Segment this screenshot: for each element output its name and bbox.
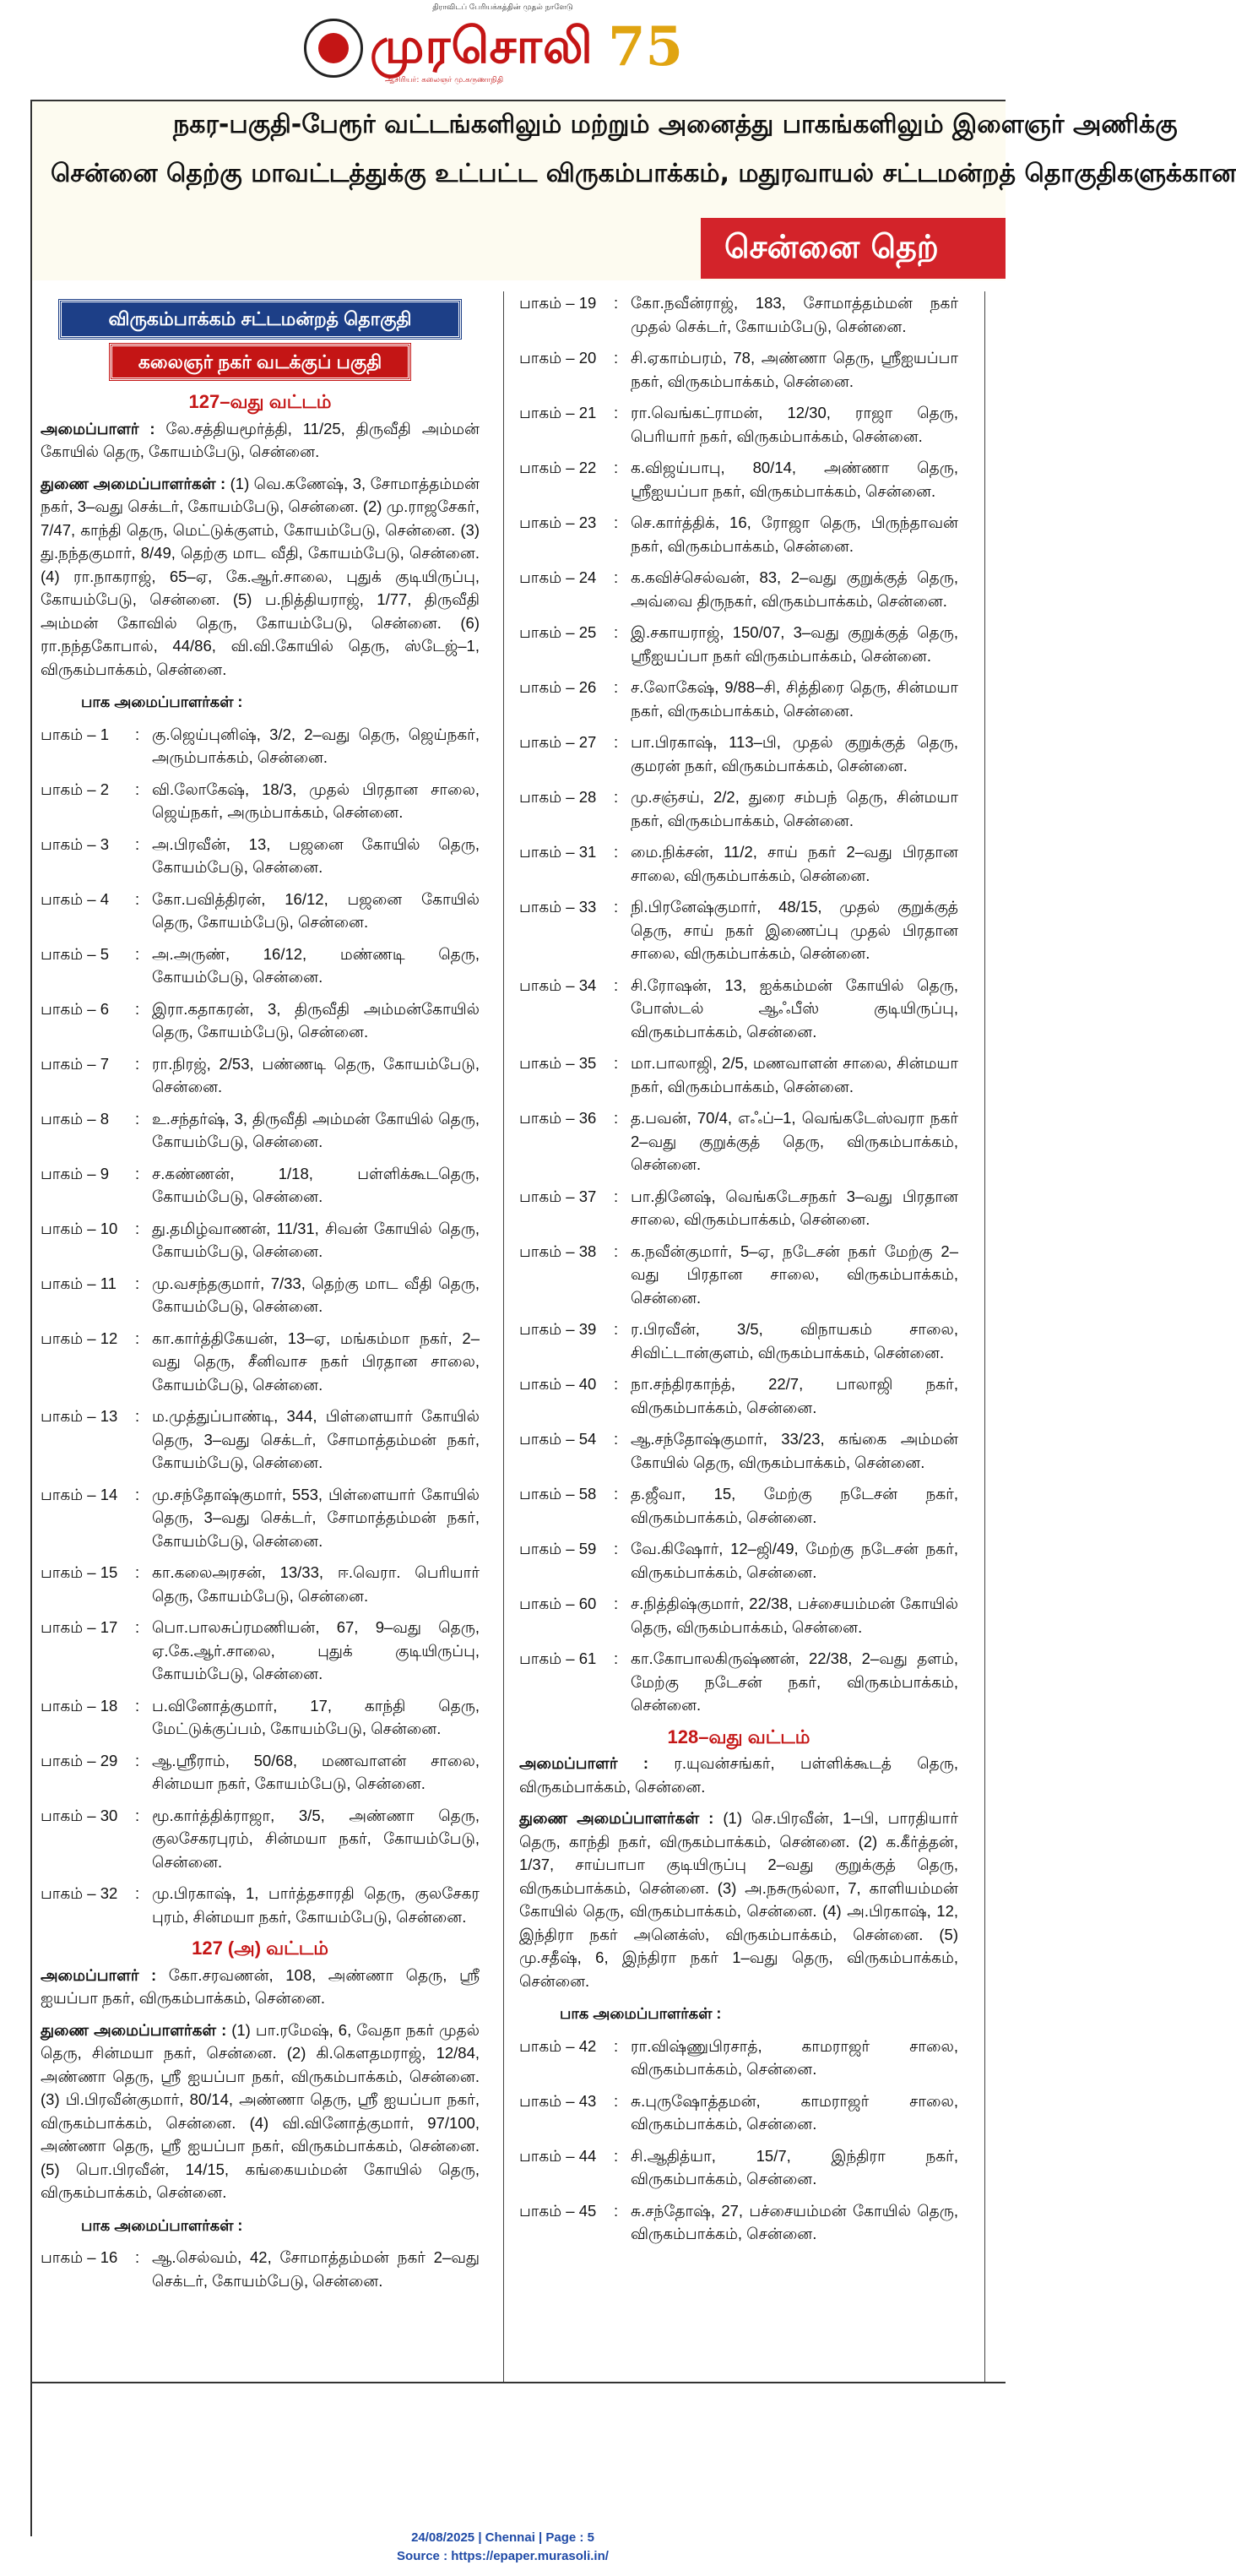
booth-value: மு.வசந்தகுமார், 7/33, தெற்கு மாட வீதி தெரு, கோயம்பேடு, சென்னை. bbox=[152, 1274, 480, 1315]
booth-label: பாகம் – 11 bbox=[41, 1274, 117, 1292]
booth-label: பாகம் – 42 bbox=[519, 2036, 597, 2055]
booth-value: ரா.விஷ்ணுபிரசாத், காமராஜர் சாலை, விருகம்பாக்கம், சென்னை. bbox=[631, 2036, 958, 2078]
booth-label: பாகம் – 29 bbox=[41, 1751, 118, 1769]
booth-value: வி.லோகேஷ், 18/3, முதல் பிரதான சாலை, ஜெய்நகர், அரும்பாக்கம், சென்னை. bbox=[152, 780, 480, 821]
booth-label: பாகம் – 40 bbox=[519, 1375, 597, 1393]
colon-separator: : bbox=[135, 1485, 140, 1503]
colon-separator: : bbox=[135, 834, 140, 853]
booth-label: பாகம் – 35 bbox=[519, 1054, 597, 1072]
booth-heading: பாக அமைப்பாளர்கள் : bbox=[81, 693, 243, 710]
colon-separator: : bbox=[135, 780, 140, 798]
emblem-icon bbox=[304, 19, 363, 78]
ward-organiser bbox=[41, 1964, 480, 2010]
colon-separator: : bbox=[135, 1407, 140, 1425]
booth-row bbox=[519, 895, 958, 965]
booth-row bbox=[519, 731, 958, 777]
booth-row bbox=[519, 1052, 958, 1098]
booth-label: பாகம் – 3 bbox=[41, 834, 110, 853]
booth-value: து.தமிழ்வாணன், 11/31, சிவன் கோயில் தெரு, கோயம்பேடு, சென்னை. bbox=[152, 1219, 480, 1260]
booth-value: ரா.நிரஜ், 2/53, பண்ணடி தெரு, கோயம்பேடு, சென்னை. bbox=[152, 1054, 480, 1095]
booth-label: பாகம் – 13 bbox=[41, 1407, 118, 1425]
booth-value: கா.கலைஅரசன், 13/33, ஈ.வெரா. பெரியார் தெரு, கோயம்பேடு, சென்னை. bbox=[152, 1563, 480, 1605]
booth-row bbox=[41, 833, 480, 879]
colon-separator: : bbox=[135, 944, 140, 963]
booth-row bbox=[519, 1318, 958, 1364]
colon-separator: : bbox=[614, 2036, 619, 2055]
deputies-label: துணை அமைப்பாளர்கள் : bbox=[519, 1809, 714, 1827]
colon-separator: : bbox=[614, 2091, 619, 2110]
booth-row bbox=[519, 1482, 958, 1529]
booth-label: பாகம் – 10 bbox=[41, 1219, 118, 1237]
colon-separator: : bbox=[614, 976, 619, 994]
booth-row bbox=[41, 1749, 480, 1796]
headline-line-1: நகர-பகுதி-பேரூர் வட்டங்களிலும் மற்றும் அனைத்து பாகங்களிலும் இளைஞர் அணிக்கு bbox=[173, 110, 1178, 139]
colon-separator: : bbox=[614, 1430, 619, 1448]
booth-row bbox=[519, 511, 958, 557]
booth-label: பாகம் – 54 bbox=[519, 1430, 597, 1448]
column-divider bbox=[503, 291, 504, 2382]
booth-label: பாகம் – 39 bbox=[519, 1320, 597, 1338]
booth-value: சி.ஆதித்யா, 15/7, இந்திரா நகர், விருகம்பாக்கம், சென்னை. bbox=[631, 2146, 958, 2187]
booth-label: பாகம் – 20 bbox=[519, 349, 597, 367]
booth-label: பாகம் – 12 bbox=[41, 1329, 118, 1347]
booth-row bbox=[41, 1483, 480, 1553]
colon-separator: : bbox=[614, 2201, 619, 2220]
booth-list bbox=[519, 291, 958, 1717]
district-banner: சென்னை தெற் bbox=[701, 218, 1006, 279]
column-divider-right bbox=[984, 291, 985, 2382]
booth-value: மு.பிரகாஷ், 1, பார்த்தசாரதி தெரு, குலசேகர புரம், சின்மயா நகர், கோயம்பேடு, சென்னை. bbox=[152, 1884, 480, 1926]
booth-row bbox=[519, 2035, 958, 2081]
colon-separator: : bbox=[135, 1329, 140, 1347]
colon-separator: : bbox=[614, 404, 619, 421]
booth-label: பாகம் – 37 bbox=[519, 1187, 597, 1205]
colon-separator: : bbox=[614, 514, 619, 531]
colon-separator: : bbox=[614, 2146, 619, 2165]
booth-row bbox=[519, 1240, 958, 1310]
colon-separator: : bbox=[614, 568, 619, 586]
colon-separator: : bbox=[135, 1884, 140, 1902]
booth-label: பாகம் – 44 bbox=[519, 2146, 597, 2165]
footer-source-line: Source : https://epaper.murasoli.in/ bbox=[397, 2549, 609, 2563]
booth-value: கா.கார்த்திகேயன், 13–ஏ, மங்கம்மா நகர், 2–வது தெரு, சீனிவாச நகர் பிரதான சாலை, கோயம்பேடு, சென்னை. bbox=[152, 1329, 480, 1394]
deputies-label: துணை அமைப்பாளர்கள் : bbox=[41, 474, 226, 492]
booth-label: பாகம் – 32 bbox=[41, 1884, 118, 1902]
booth-value: க.விஜய்பாபு, 80/14, அண்ணா தெரு, ஸ்ரீஐயப்பா நகர், விருகம்பாக்கம், சென்னை. bbox=[631, 459, 958, 500]
booth-row bbox=[41, 1107, 480, 1154]
colon-separator: : bbox=[135, 1274, 140, 1292]
booth-row bbox=[41, 943, 480, 989]
colon-separator: : bbox=[135, 1618, 140, 1636]
colon-separator: : bbox=[135, 725, 140, 743]
booth-row bbox=[41, 2246, 480, 2292]
ward-heading-127: 127–வது வட்டம் bbox=[188, 391, 332, 412]
booth-row bbox=[519, 1427, 958, 1474]
booth-row bbox=[519, 2199, 958, 2246]
booth-value: க.கவிச்செல்வன், 83, 2–வது குறுக்குத் தெரு, அவ்வை திருநகர், விருகம்பாக்கம், சென்னை. bbox=[631, 568, 958, 610]
booth-value: மு.சஞ்சய், 2/2, துரை சம்பந் தெரு, சின்மயா நகர், விருகம்பாக்கம், சென்னை. bbox=[631, 788, 958, 829]
booth-value: கு.ஜெய்புனிஷ், 3/2, 2–வது தெரு, ஜெய்நகர், அரும்பாக்கம், சென்னை. bbox=[152, 725, 480, 766]
booth-value: த.பவன், 70/4, எஃப்–1, வெங்கடேஸ்வரா நகர் 2–வது குறுக்குத் தெரு, விருகம்பாக்கம், சென்னை. bbox=[631, 1109, 958, 1173]
colon-separator: : bbox=[135, 1696, 140, 1715]
booth-label: பாகம் – 14 bbox=[41, 1485, 118, 1503]
bottom-rule bbox=[30, 2382, 1006, 2383]
ward-organiser bbox=[519, 1752, 958, 1798]
booth-label: பாகம் – 7 bbox=[41, 1054, 110, 1073]
booth-row bbox=[519, 1537, 958, 1584]
booth-value: சி.ஏகாம்பரம், 78, அண்ணா தெரு, ஸ்ரீஐயப்பா நகர், விருகம்பாக்கம், சென்னை. bbox=[631, 349, 958, 390]
organiser-value: கோ.சரவணன், 108, அண்ணா தெரு, ஸ்ரீ ஐயப்பா நகர், விருகம்பாக்கம், சென்னை. bbox=[41, 1965, 480, 2007]
booth-value: ச.லோகேஷ், 9/88–சி, சித்திரை தெரு, சின்மயா நகர், விருகம்பாக்கம், சென்னை. bbox=[631, 678, 958, 720]
booth-label: பாகம் – 36 bbox=[519, 1109, 597, 1127]
organiser-label: அமைப்பாளர் : bbox=[519, 1754, 648, 1772]
ward-heading-128: 128–வது வட்டம் bbox=[667, 1725, 810, 1747]
booth-value: வே.கிஷோர், 12–ஜி/49, மேற்கு நடேசன் நகர், விருகம்பாக்கம், சென்னை. bbox=[631, 1540, 958, 1581]
colon-separator: : bbox=[614, 1375, 619, 1393]
booth-row bbox=[519, 2090, 958, 2136]
booth-label: பாகம் – 60 bbox=[519, 1595, 597, 1612]
booth-label: பாகம் – 26 bbox=[519, 678, 597, 696]
booth-value: மை.நிக்சன், 11/2, சாய் நகர் 2–வது பிரதான சாலை, விருகம்பாக்கம், சென்னை. bbox=[631, 843, 958, 884]
headline-line-2: சென்னை தெற்கு மாவட்டத்துக்கு உட்பட்ட விருகம்பாக்கம், மதுரவாயல் சட்டமன்றத் தொகுதிகளுக்கான bbox=[51, 159, 1236, 188]
booth-value: ஆ.சந்தோஷ்குமார், 33/23, கங்கை அம்மன் கோயில் தெரு, விருகம்பாக்கம், சென்னை. bbox=[631, 1430, 958, 1471]
booth-value: இரா.கதாகரன், 3, திருவீதி அம்மன்கோயில் தெரு, கோயம்பேடு, சென்னை. bbox=[152, 999, 480, 1041]
booth-value: கோ.நவீன்ராஜ், 183, சோமாத்தம்மன் நகர் முதல் செக்டர், கோயம்பேடு, சென்னை. bbox=[631, 294, 958, 335]
colon-separator: : bbox=[135, 889, 140, 908]
booth-value: நி.பிரனேஷ்குமார், 48/15, முதல் குறுக்குத் தெரு, சாய் நகர் இணைப்பு முதல் பிரதான சாலை, விருகம்பாக்கம், சென்னை. bbox=[631, 898, 958, 962]
booth-label: பாகம் – 61 bbox=[519, 1649, 597, 1667]
booth-label: பாகம் – 9 bbox=[41, 1164, 110, 1182]
booth-row bbox=[41, 1217, 480, 1264]
booth-label: பாகம் – 34 bbox=[519, 976, 597, 994]
colon-separator: : bbox=[614, 843, 619, 861]
booth-label: பாகம் – 58 bbox=[519, 1485, 597, 1503]
constituency-title: விருகம்பாக்கம் சட்டமன்றத் தொகுதி bbox=[59, 300, 461, 339]
colon-separator: : bbox=[614, 1649, 619, 1667]
colon-separator: : bbox=[614, 1187, 619, 1205]
booth-row bbox=[41, 1616, 480, 1686]
booth-heading: பாக அமைப்பாளர்கள் : bbox=[81, 2216, 243, 2234]
booth-row bbox=[519, 974, 958, 1044]
colon-separator: : bbox=[135, 2248, 140, 2266]
ward-organiser bbox=[41, 417, 480, 464]
booth-label: பாகம் – 24 bbox=[519, 568, 597, 586]
booth-label: பாகம் – 59 bbox=[519, 1540, 597, 1557]
colon-separator: : bbox=[135, 1219, 140, 1237]
booth-row bbox=[41, 1052, 480, 1099]
booth-label: பாகம் – 17 bbox=[41, 1618, 118, 1636]
booth-label: பாகம் – 1 bbox=[41, 725, 110, 743]
colon-separator: : bbox=[614, 1320, 619, 1338]
booth-value: சு.சந்தோஷ், 27, பச்சையம்மன் கோயில் தெரு, விருகம்பாக்கம், சென்னை. bbox=[631, 2201, 958, 2242]
booth-row bbox=[519, 840, 958, 887]
booth-row bbox=[41, 1272, 480, 1318]
booth-heading: பாக அமைப்பாளர்கள் : bbox=[560, 2005, 722, 2022]
colon-separator: : bbox=[614, 678, 619, 696]
colon-separator: : bbox=[614, 623, 619, 641]
booth-label: பாகம் – 15 bbox=[41, 1563, 118, 1581]
booth-value: சு.புருஷோத்தமன், காமராஜர் சாலை, விருகம்பாக்கம், சென்னை. bbox=[631, 2091, 958, 2133]
booth-value: க.நவீன்குமார், 5–ஏ, நடேசன் நகர் மேற்கு 2–வது பிரதான சாலை, விருகம்பாக்கம், சென்னை. bbox=[631, 1242, 958, 1307]
organiser-value: லே.சத்தியமூர்த்தி, 11/25, திருவீதி அம்மன் கோயில் தெரு, கோயம்பேடு, சென்னை. bbox=[41, 419, 480, 460]
booth-value: அ.பிரவீன், 13, பஜனை கோயில் தெரு, கோயம்பேடு, சென்னை. bbox=[152, 834, 480, 876]
ward-heading-127a: 127 (அ) வட்டம் bbox=[192, 1937, 328, 1959]
booth-label: பாகம் – 23 bbox=[519, 514, 597, 531]
colon-separator: : bbox=[614, 1242, 619, 1260]
colon-separator: : bbox=[614, 294, 619, 312]
organiser-label: அமைப்பாளர் : bbox=[41, 1965, 157, 1984]
booth-row bbox=[519, 291, 958, 338]
colon-separator: : bbox=[135, 1751, 140, 1769]
booth-value: ஆ.ஸ்ரீராம், 50/68, மணவாளன் சாலை, சின்மயா நகர், கோயம்பேடு, சென்னை. bbox=[152, 1751, 480, 1792]
anniversary-number: 75 bbox=[608, 15, 684, 79]
booth-list bbox=[41, 2246, 480, 2292]
booth-value: கா.கோபாலகிருஷ்ணன், 22/38, 2–வது தளம், மேற்கு நடேசன் நகர், விருகம்பாக்கம், சென்னை. bbox=[631, 1649, 958, 1714]
booth-label: பாகம் – 21 bbox=[519, 404, 597, 421]
booth-label: பாகம் – 16 bbox=[41, 2248, 118, 2266]
booth-value: உ.சந்தர்ஷ், 3, திருவீதி அம்மன் கோயில் தெரு, கோயம்பேடு, சென்னை. bbox=[152, 1109, 480, 1150]
colon-separator: : bbox=[614, 788, 619, 806]
anniversary-badge bbox=[608, 15, 684, 91]
booth-row bbox=[519, 401, 958, 448]
colon-separator: : bbox=[614, 1540, 619, 1557]
colon-separator: : bbox=[614, 1054, 619, 1072]
booth-row bbox=[41, 723, 480, 769]
booth-row bbox=[519, 2144, 958, 2191]
booth-value: அ.அருண், 16/12, மண்ணடி தெரு, கோயம்பேடு, சென்னை. bbox=[152, 944, 480, 986]
booth-row bbox=[519, 456, 958, 503]
booth-value: மா.பாலாஜி, 2/5, மணவாளன் சாலை, சின்மயா நகர், விருகம்பாக்கம், சென்னை. bbox=[631, 1054, 958, 1095]
colon-separator: : bbox=[614, 1109, 619, 1127]
booth-value: ச.கண்ணன், 1/18, பள்ளிக்கூடதெரு, கோயம்பேடு, சென்னை. bbox=[152, 1164, 480, 1205]
organiser-value: ர.யுவன்சங்கர், பள்ளிக்கூடத் தெரு, விருகம்பாக்கம், சென்னை. bbox=[519, 1754, 959, 1796]
logo-subtext: ஆசிரியர்: கலைஞர் மு.கருணாநிதி bbox=[385, 76, 504, 84]
booth-label: பாகம் – 28 bbox=[519, 788, 597, 806]
colon-separator: : bbox=[135, 1164, 140, 1182]
booth-value: ஆ.செல்வம், 42, சோமாத்தம்மன் நகர் 2–வது செக்டர், கோயம்பேடு, சென்னை. bbox=[152, 2248, 480, 2290]
booth-value: செ.கார்த்திக், 16, ரோஜா தெரு, பிருந்தாவன் நகர், விருகம்பாக்கம், சென்னை. bbox=[631, 514, 958, 555]
booth-value: பா.தினேஷ், வெங்கடேசநகர் 3–வது பிரதான சாலை, விருகம்பாக்கம், சென்னை. bbox=[631, 1187, 958, 1228]
newspaper-logo bbox=[304, 15, 701, 93]
colon-separator: : bbox=[614, 898, 619, 916]
booth-value: கோ.பவித்திரன், 16/12, பஜனை கோயில் தெரு, கோயம்பேடு, சென்னை. bbox=[152, 889, 480, 931]
footer-date-line: 24/08/2025 | Chennai | Page : 5 bbox=[411, 2530, 594, 2545]
booth-row bbox=[41, 1882, 480, 1928]
booth-value: ரா.வெங்கட்ராமன், 12/30, ராஜா தெரு, பெரியார் நகர், விருகம்பாக்கம், சென்னை. bbox=[631, 404, 958, 445]
colon-separator: : bbox=[135, 999, 140, 1018]
booth-label: பாகம் – 30 bbox=[41, 1806, 118, 1824]
booth-value: சி.ரோஷன், 13, ஐக்கம்மன் கோயில் தெரு, போஸ்டல் ஆஃபீஸ் குடியிருப்பு, விருகம்பாக்கம், சென்னை. bbox=[631, 976, 958, 1041]
logo-text: முரசொலி bbox=[370, 17, 594, 74]
booth-label: பாகம் – 25 bbox=[519, 623, 597, 641]
booth-label: பாகம் – 8 bbox=[41, 1109, 110, 1128]
booth-label: பாகம் – 27 bbox=[519, 733, 597, 751]
booth-label: பாகம் – 38 bbox=[519, 1242, 597, 1260]
booth-label: பாகம் – 6 bbox=[41, 999, 110, 1018]
booth-value: ச.நித்திஷ்குமார், 22/38, பச்சையம்மன் கோயில் தெரு, விருகம்பாக்கம், சென்னை. bbox=[631, 1595, 958, 1636]
booth-value: ர.பிரவீன், 3/5, விநாயகம் சாலை, சிவிட்டான்குளம், விருகம்பாக்கம், சென்னை. bbox=[631, 1320, 958, 1361]
colon-separator: : bbox=[614, 1595, 619, 1612]
deputies-label: துணை அமைப்பாளர்கள் : bbox=[41, 2020, 227, 2039]
colon-separator: : bbox=[135, 1054, 140, 1073]
organiser-label: அமைப்பாளர் : bbox=[41, 419, 155, 437]
right-column bbox=[519, 291, 958, 2254]
booth-row bbox=[519, 1185, 958, 1231]
booth-row bbox=[519, 1372, 958, 1419]
booth-row bbox=[41, 1561, 480, 1607]
booth-row bbox=[519, 1106, 958, 1177]
booth-label: பாகம் – 2 bbox=[41, 780, 110, 798]
booth-row bbox=[519, 621, 958, 667]
booth-row bbox=[519, 1647, 958, 1717]
colon-separator: : bbox=[614, 1485, 619, 1503]
masthead-tagline: திராவிடப் பேரியக்கத்தின் முதல் நாளேடு bbox=[432, 3, 573, 12]
colon-separator: : bbox=[614, 733, 619, 751]
booth-row bbox=[519, 346, 958, 393]
booth-value: பா.பிரகாஷ், 113–பி, முதல் குறுக்குத் தெரு, குமரன் நகர், விருகம்பாக்கம், சென்னை. bbox=[631, 733, 958, 774]
area-title: கலைஞர் நகர் வடக்குப் பகுதி bbox=[110, 344, 410, 381]
booth-row bbox=[519, 785, 958, 832]
deputies-value: (1) பா.ரமேஷ், 6, வேதா நகர் முதல் தெரு, சின்மயா நகர், சென்னை. (2) கி.கௌதமராஜ், 12/84, அண்ணா தெரு, ஸ்ரீ ஐயப்பா நகர், விருகம்பாக்கம், சென்னை. (3) பி.பிரவீன்குமார், 80/14, அண்ணா தெரு, ஸ்ரீ ஐயப்பா நகர், விருகம்பாக்கம், சென்னை. (4) வி.வினோத்குமார், 97/100, அண்ணா தெரு, ஸ்ரீ ஐயப்பா நகர், விருகம்பாக்கம், சென்னை. (5) பொ.பிரவீன், 14/15, கங்கையம்மன் கோயில் தெரு, விருகம்பாக்கம், சென்னை. bbox=[41, 2020, 480, 2201]
ward-deputies bbox=[41, 472, 480, 682]
left-column bbox=[41, 291, 480, 2301]
booth-value: த.ஜீவா, 15, மேற்கு நடேசன் நகர், விருகம்பாக்கம், சென்னை. bbox=[631, 1485, 958, 1526]
booth-row bbox=[41, 1694, 480, 1741]
masthead bbox=[0, 0, 1006, 100]
booth-value: பொ.பாலசுப்ரமணியன், 67, 9–வது தெரு, ஏ.கே.ஆர்.சாலை, புதுக் குடியிருப்பு, கோயம்பேடு, சென்னை. bbox=[152, 1618, 480, 1682]
booth-row bbox=[41, 1405, 480, 1475]
booth-label: பாகம் – 18 bbox=[41, 1696, 118, 1715]
booth-row bbox=[41, 1804, 480, 1874]
booth-label: பாகம் – 22 bbox=[519, 459, 597, 476]
booth-row bbox=[41, 778, 480, 824]
ward-deputies bbox=[41, 2019, 480, 2204]
booth-label: பாகம் – 45 bbox=[519, 2201, 597, 2220]
booth-label: பாகம் – 19 bbox=[519, 294, 597, 312]
booth-value: மு.சந்தோஷ்குமார், 553, பிள்ளையார் கோயில் தெரு, 3–வது செக்டர், சோமாத்தம்மன் நகர், கோயம்பேடு, சென்னை. bbox=[152, 1485, 480, 1550]
booth-label: பாகம் – 5 bbox=[41, 944, 110, 963]
booth-label: பாகம் – 33 bbox=[519, 898, 597, 916]
booth-list bbox=[519, 2035, 958, 2246]
booth-label: பாகம் – 43 bbox=[519, 2091, 597, 2110]
deputies-value: (1) வெ.கணேஷ், 3, சோமாத்தம்மன் நகர், 3–வது செக்டர், கோயம்பேடு, சென்னை. (2) மு.ராஜசேகர், 7/47, காந்தி தெரு, மெட்டுக்குளம், கோயம்பேடு, சென்னை. (3) து.நந்தகுமார், 8/49, தெற்கு மாட வீதி, கோயம்பேடு, சென்னை. (4) ரா.நாகராஜ், 65–ஏ, கே.ஆர்.சாலை, புதுக் குடியிருப்பு, கோயம்பேடு, சென்னை. (5) ப.நித்தியராஜ், 1/77, திருவீதி அம்மன் கோவில் தெரு, கோயம்பேடு, சென்னை. (6) ரா.நந்தகோபால், 44/86, வி.வி.கோயில் தெரு, ஸ்டேஜ்–1, விருகம்பாக்கம், சென்னை. bbox=[41, 474, 480, 678]
deputies-value: (1) செ.பிரவீன், 1–பி, பாரதியார் தெரு, காந்தி நகர், விருகம்பாக்கம், சென்னை. (2) க.கீர்த்தன், 1/37, சாய்பாபா குடியிருப்பு 2–வது குறுக்குத் தெரு, விருகம்பாக்கம், சென்னை. (3) அ.நசுருல்லா, 7, காளியம்மன் கோயில் தெரு, விருகம்பாக்கம், சென்னை. (4) அ.பிரகாஷ், 12, இந்திரா நகர் அனெக்ஸ், விருகம்பாக்கம், சென்னை. (5) மு.சதீஷ், 6, இந்திரா நகர் 1–வது தெரு, விருகம்பாக்கம், சென்னை. bbox=[519, 1809, 958, 1990]
booth-row bbox=[519, 566, 958, 612]
booth-row bbox=[41, 1327, 480, 1397]
booth-row bbox=[519, 676, 958, 722]
booth-row bbox=[41, 888, 480, 934]
booth-value: இ.சகாயராஜ், 150/07, 3–வது குறுக்குத் தெரு, ஸ்ரீஐயப்பா நகர் விருகம்பாக்கம், சென்னை. bbox=[631, 623, 958, 665]
booth-value: ப.வினோத்குமார், 17, காந்தி தெரு, மேட்டுக்குப்பம், கோயம்பேடு, சென்னை. bbox=[152, 1696, 480, 1737]
colon-separator: : bbox=[135, 1806, 140, 1824]
booth-value: மூ.கார்த்திக்ராஜா, 3/5, அண்ணா தெரு, குலசேகரபுரம், சின்மயா நகர், கோயம்பேடு, சென்னை. bbox=[152, 1806, 480, 1871]
booth-row bbox=[41, 997, 480, 1044]
booth-row bbox=[519, 1592, 958, 1639]
colon-separator: : bbox=[614, 459, 619, 476]
booth-label: பாகம் – 31 bbox=[519, 843, 597, 861]
booth-label: பாகம் – 4 bbox=[41, 889, 110, 908]
colon-separator: : bbox=[135, 1109, 140, 1128]
ward-deputies bbox=[519, 1807, 958, 1992]
booth-value: ம.முத்துப்பாண்டி, 344, பிள்ளையார் கோயில் தெரு, 3–வது செக்டர், சோமாத்தம்மன் நகர், கோயம்பேடு, சென்னை. bbox=[152, 1407, 480, 1471]
booth-list bbox=[41, 723, 480, 1929]
colon-separator: : bbox=[614, 349, 619, 367]
colon-separator: : bbox=[135, 1563, 140, 1581]
booth-row bbox=[41, 1162, 480, 1209]
booth-value: நா.சந்திரகாந்த், 22/7, பாலாஜி நகர், விருகம்பாக்கம், சென்னை. bbox=[631, 1375, 958, 1416]
